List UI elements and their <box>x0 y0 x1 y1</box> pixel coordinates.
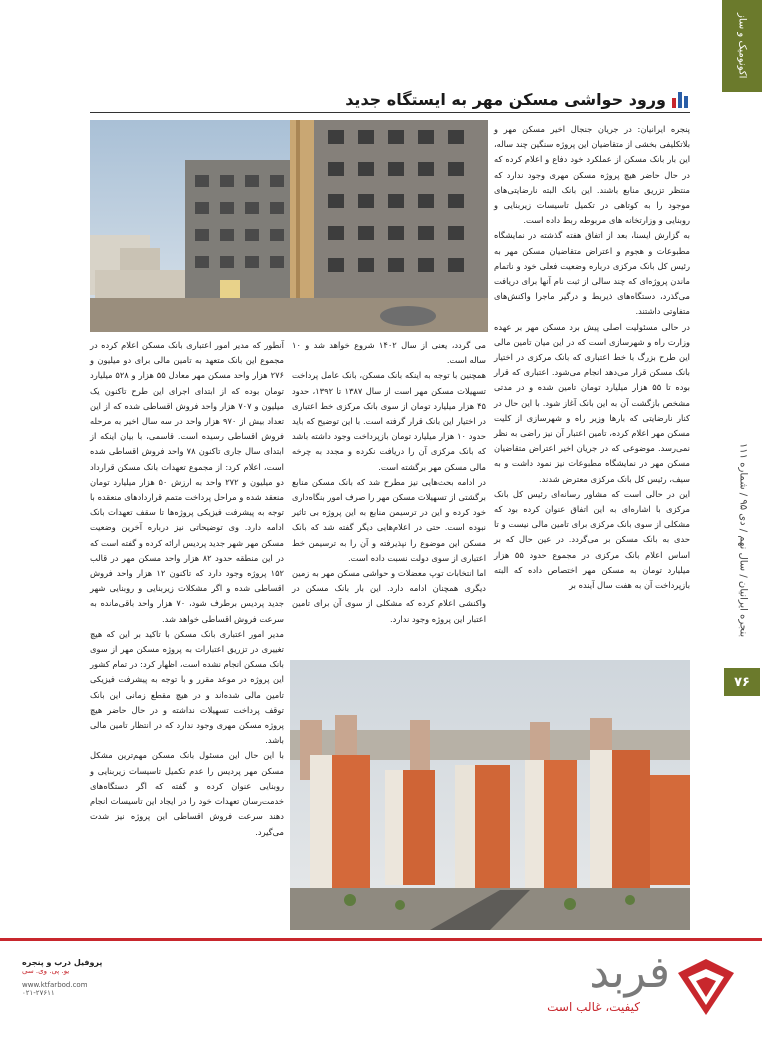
ad-product-line: پروفیل درب و پنجره <box>22 958 103 967</box>
paragraph: آنطور که مدیر امور اعتباری بانک مسکن اعلام کرده در مجموع این بانک متعهد به تامین مالی برای دو میلیون و ۲۷۶ هزار واحد مسکن مهر معادل ۵۵ هزار و ۵۲۸ میلیارد تومان بوده که از ابتدای اجرای این طرح تاکنون یک میلیون و ۷۰۷ هزار واحد فروش اقساطی شده که از این تعداد بیش از ۹۷۰ هزار واحد در سه سال اخیر به مرحله فروش اقساطی رسیده است. قاسمی، با بیان اینکه از ابتدای سال جاری تاکنون ۷۸ واحد فروش اقساطی شده است، اعلام کرد: از مجموع تعهدات بانک مسکن قرارداد دو میلیون و ۲۷۲ واحد به ارزش ۵۰ هزار میلیارد تومان منعقد شده و مراحل پرداخت متمم قراردادها‌ی منعقده با توجه به پیشرفت فیزیکی پروژه‌ها تا سقف تعهدات بانک ادامه دارد. وی توضیحاتی نیز درباره آخرین وضعیت مسکن مهر شهر جدید پردیس ارائه کرده و گفته است که در این منطقه حدود ۸۲ هزار واحد مسکن مهر در قالب ۱۵۲ پروژه وجود دارد که تاکنون ۱۲ هزار واحد فروش اقساطی شده و اگر مشکلات زیربنایی و روبنایی شهر جدید پردیس برطرف شود، ۷۰ هزار واحد باقی‌مانده به سرعت فروش اقساطی خواهد شد. <box>90 340 285 624</box>
ad-brand-wordmark: فربد <box>589 947 670 998</box>
paragraph: در حالی مسئولیت اصلی پیش برد مسکن مهر بر عهده وزارت راه و شهرسازی است که در این میان تامین مالی این طرح بزرگ با خط اعتباری که بانک مرکزی در اختیار بانک مسکن قرار می‌دهد انجام می‌شود. اعتباری که قرار بوده تا ۵۵ هزار میلیارد تومان تامین شده و در مدتی مشخص بازگشت آن به این بانک آغاز شود. با این حال در کنار نارضایتی که بارها وزیر راه و شهرسازی از کلیت مسکن مهر اعلام کرده، تامین اعتبار آن نیز راضی به نظر نمی‌رسد. موضوعی که در جریان اخیر اعتراض متقاضیان مسکن مهر در نمایشگاه مطبوعات نیز نمود داشت و به سیف، رئیس کل بانک مرکزی معترض شدند. <box>494 321 690 484</box>
section-tab-label: اکونومیک و ساز <box>736 13 748 79</box>
issue-info <box>728 420 758 660</box>
ad-slogan: کیفیت، غالب است <box>547 1000 640 1014</box>
ad-website[interactable]: www.ktfarbod.com <box>22 981 88 989</box>
article-column-right <box>494 122 690 657</box>
issue-line: بنجره ایرانیان / سال نهم / دی ۹۵ / شماره ۱۱۱ <box>737 442 749 638</box>
side-bar <box>722 0 762 1045</box>
headline-row <box>90 86 690 113</box>
paragraph: با این حال این مسئول بانک مسکن مهم‌ترین مشکل مسکن مهر پردیس را عدم تکمیل تاسیسات زیربنایی و روبنایی عنوان کرده و گفته که اگر دستگاه‌های خدمت‌رسان تعهدات خود را در ایجاد این تاسیسات انجام دهند سرعت فروش اقساطی این پروژه نیز شدت می‌گیرد. <box>90 750 284 837</box>
section-tab <box>722 0 762 92</box>
paragraph: این در حالی است که مشاور رسانه‌ای رئیس کل بانک مرکزی با اشاره‌ای به این اتفاق عنوان کرده بود که مشکلی از سوی بانک مرکزی برای تامین مالی نیست و تا حدی به بانک مسکن بر می‌گردد. در عین حال که بر اساس اعلام بانک مرکزی در مجموع حدود ۵۵ هزار میلیارد تومان به مسکن مهر اختصاص داده که البته بازپرداخت آن به هفت سال آینده بر <box>494 488 690 591</box>
ad-contact-block <box>22 958 152 997</box>
page-number: ۷۶ <box>724 668 760 696</box>
paragraph: پنجره ایرانیان: در جریان جنجال اخیر مسکن مهر و بلاتکلیفی بخشی از متقاضیان این پروژه سنگین چند ساله، این بار بانک مسکن از عملکرد خود دفاع و اعلام کرده که در حال حاضر هیچ پروژه مسکن مهری وجود ندارد که منتظر تزریق منابع باشند. این بانک البته نارضایتی‌های موجود را به کوتاهی در تکمیل تاسیسات زیربنایی و روبنایی و وزارتخانه های مربوطه ربط داده است. <box>494 124 690 226</box>
brand-logo-icon <box>674 955 738 1019</box>
article-headline: ورود حواشی مسکن مهر به ایستگاه جدید <box>345 89 666 109</box>
building-chart-icon <box>672 90 690 108</box>
ad-phone: ۰۲۱-۲۷۶۱۱ <box>22 989 55 997</box>
ad-material-line: یو. پی. وی. سی <box>22 967 70 975</box>
paragraph: مدیر امور اعتباری بانک مسکن با تاکید بر این که هیچ تغییری در تزریق اعتبارات به پروژه مسکن مهر از سوی بانک مسکن انجام نشده است، اظهار کرد: در تمام کشور این پروژه در موعد مقرر و با توجه به پیشرفت فیزیکی تامین مالی شده‌اند و در هیچ مقطع زمانی این بانک توقف پرداخت تسهیلات نداشته و در حال حاضر هیچ پروژه مسکن مهری وجود ندارد که در انتظار تامین مالی باشد. <box>90 628 284 746</box>
paragraph: می گردد، یعنی از سال ۱۴۰۲ شروع خواهد شد و ۱۰ ساله است. <box>292 340 486 366</box>
paragraph: همچنین با توجه به اینکه بانک مسکن، بانک عامل پرداخت تسهیلات مسکن مهر است از سال ۱۳۸۷ تا ۱۳۹۲، حدود ۴۵ هزار میلیارد تومان از سوی بانک مرکزی خط اعتباری در اختیار این بانک قرار گرفته است. با این توضیح که باید حدود ۱۰ هزار میلیارد تومان بازپرداخت وجود داشته باشد که بانک مرکزی آن را دریافت نکرده و مجدد به چرخه مالی مسکن مهر برگشته است. <box>292 370 486 472</box>
article-column-middle <box>292 338 486 656</box>
construction-photo <box>90 120 488 332</box>
apartment-complex-photo <box>290 660 690 930</box>
paragraph: در ادامه بحث‌هایی نیز مطرح شد که بانک مسکن منابع برگشتی از تسهیلات مسکن مهر را صرف امور بنگاه‌داری خود کرده و این در ترسیمن منابع به این پروژه بی تاثیر نبوده است. حتی در اعلام‌هایی دیگر گفته شد که بانک مسکن این موضوع را نپذیرفته و آن را به ترسیمن خط اعتباری از سوی دولت نسبت داده است. <box>292 476 486 563</box>
paragraph: به گزارش ایسنا، بعد از اتفاق هفته گذشته در نمایشگاه مطبوعات و هجوم و اعتراض متقاضیان مسکن مهر به رئیس کل بانک مرکزی درباره وضعیت فعلی خود و ناتمام ماندن پروژه‌ای که چند سالی از ثبت نام آنها برای دریافت می‌گذرد، دستگاه‌های ذیربط و درگیر ماجرا واکنش‌های متفاوتی داشتند. <box>494 230 690 317</box>
article-column-left <box>90 338 284 930</box>
paragraph: اما انتخابات توپ معضلات و حواشی مسکن مهر به زمین دیگری همچنان ادامه دارد. این بار بانک مسکن در واکنشی اعلام کرده که مشکلی از سوی آن برای تامین اعتبار این پروژه وجود ندارد. <box>292 568 486 624</box>
